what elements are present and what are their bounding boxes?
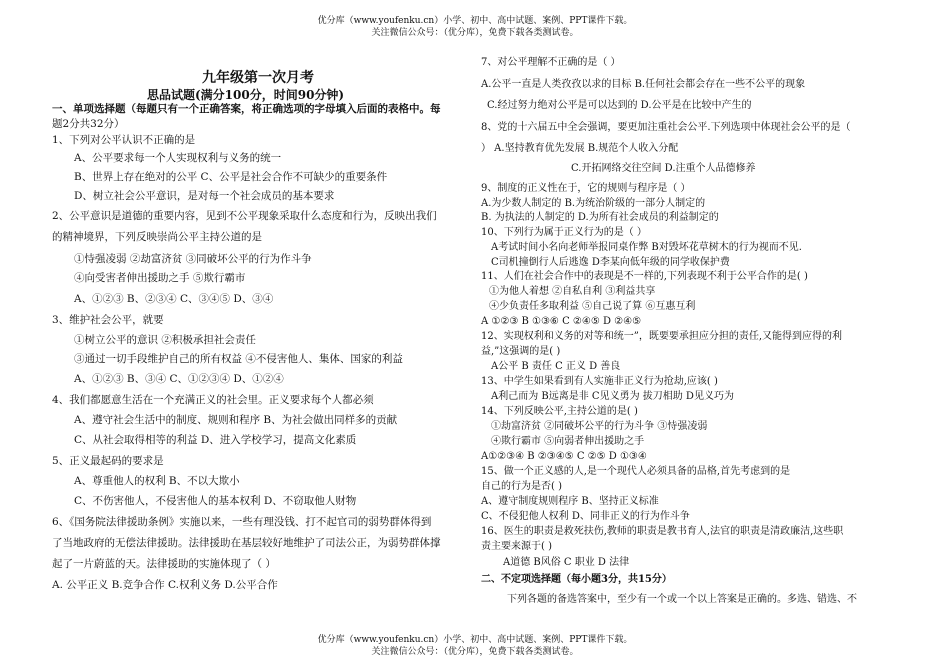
page-footer-line1: 优分库（www.youfenku.cn）小学、初中、高中试题、案例、PPT课件下载。 xyxy=(317,635,633,645)
page-header-line1: 优分库（www.youfenku.cn）小学、初中、高中试题、案例、PPT课件下载。 xyxy=(317,16,633,26)
q1-option-d: D、树立社会公平意识，是对每一个社会成员的基本要求 xyxy=(74,190,335,202)
q2-options: A、①②③ B、②③④ C、③④⑤ D、③④ xyxy=(74,293,274,305)
q13-options: A利己而为 B远离是非 C见义勇为 拔刀相助 D见义巧为 xyxy=(491,391,734,402)
q9-options-cd: B. 为执法的人制定的 D.为所有社会成员的利益制定的 xyxy=(481,212,719,223)
q15-options-cd: C、不侵犯他人权利 D、同非正义的行为作斗争 xyxy=(481,511,690,522)
q6-options: A. 公平正义 B.竞争合作 C.权利义务 D.公平合作 xyxy=(52,579,278,591)
q2-items-2: ④向受害者伸出援助之手 ⑤欺行霸市 xyxy=(74,272,246,284)
q7-options-cd: C.经过努力绝对公平是可以达到的 D.公平是在比较中产生的 xyxy=(487,100,752,111)
question-6-cont-2: 起了一片蔚蓝的天。法律援助的实施体现了（ ） xyxy=(52,558,276,570)
q14-options: A①②③④ B ②③④⑤ C ②⑤ D ①③④ xyxy=(481,451,647,462)
q3-options: A、①②③ B、③④ C、①②③④ D、①②④ xyxy=(74,373,284,385)
page-header-line2: 关注微信公众号：（优分库），免费下载各类测试卷。 xyxy=(371,28,579,38)
q7-options-ab: A.公平一直是人类孜孜以求的目标 B.任何社会都会存在一些不公平的现象 xyxy=(481,79,806,90)
q3-items-2: ③通过一切手段维护自己的所有权益 ④不侵害他人、集体、国家的利益 xyxy=(74,353,403,365)
section-1-heading-cont: 题2分共32分） xyxy=(52,118,125,130)
q2-items-1: ①恃强凌弱 ②劫富济贫 ③同破坏公平的行为作斗争 xyxy=(74,253,312,265)
q5-options-cd: C、不伤害他人，不侵害他人的基本权利 D、不窃取他人财物 xyxy=(74,495,357,507)
q4-options-cd: C、从社会取得相等的利益 D、进入学校学习，提高文化素质 xyxy=(74,434,357,446)
q1-option-a: A、公平要求每一个人实现权利与义务的统一 xyxy=(74,152,282,164)
q5-options-ab: A、尊重他人的权利 B、不以大欺小 xyxy=(74,475,240,487)
q3-items-1: ①树立公平的意识 ②积极承担社会责任 xyxy=(74,334,256,346)
exam-subtitle: 思品试题(满分100分，时间90分钟) xyxy=(147,88,345,102)
section-2-heading: 二、不定项选择题（每小题3分，共15分） xyxy=(481,574,672,585)
question-15-cont: 自己的行为是否( ) xyxy=(481,481,562,492)
question-10: 10、下列行为属于正义行为的是（ ） xyxy=(481,227,647,238)
question-3: 3、维护社会公平，就要 xyxy=(52,314,164,326)
q4-options-ab: A、遵守社会生活中的制度、规则和程序 B、为社会做出同样多的贡献 xyxy=(74,414,398,426)
question-6: 6、《国务院法律援助条例》实施以来，一些有理没钱、打不起官司的弱势群体得到 xyxy=(52,516,432,528)
page-footer-line2: 关注微信公众号：（优分库），免费下载各类测试卷。 xyxy=(371,647,579,657)
section-1-heading: 一、单项选择题（每题只有一个正确答案，将正确选项的字母填入后面的表格中。每 xyxy=(52,103,441,115)
question-9: 9、制度的正义性在于，它的规则与程序是（ ） xyxy=(481,183,691,194)
question-6-cont-1: 了当地政府的无偿法律援助。法律援助在基层较好地维护了司法公正，为弱势群体撑 xyxy=(52,537,441,549)
q8-options-cd: C.开拓网络交往空间 D.注重个人品德修养 xyxy=(571,163,756,174)
q8-options-ab: ） A.坚持教育优先发展 B.规范个人收入分配 xyxy=(481,143,679,154)
q12-options: A公平 B 责任 C 正义 D 善良 xyxy=(491,361,621,372)
q1-option-bc: B、世界上存在绝对的公平 C、公平是社会合作不可缺少的重要条件 xyxy=(74,171,388,183)
question-5: 5、正义最起码的要求是 xyxy=(52,455,164,467)
question-7: 7、对公平理解不正确的是（ ） xyxy=(481,57,621,68)
q10-options-ab: A考试时间小名向老师举报同桌作弊 B对毁坏花草树木的行为视而不见. xyxy=(491,242,802,253)
q14-items-2: ④欺行霸市 ⑤向弱者伸出援助之手 xyxy=(491,436,645,447)
q11-items-2: ④少负责任多取利益 ⑤自己说了算 ⑥互惠互利 xyxy=(489,301,696,312)
question-2: 2、公平意识是道德的重要内容，见到不公平现象采取什么态度和行为，反映出我们 xyxy=(52,210,437,222)
question-8: 8、党的十六届五中全会强调，要更加注重社会公平.下列选项中体现社会公平的是（ xyxy=(481,122,851,133)
exam-title: 九年级第一次月考 xyxy=(202,70,314,86)
q15-options-ab: A、遵守制度规则程序 B、坚持正义标准 xyxy=(481,496,659,507)
question-12: 12、实现权利和义务的对等和统一”，既要要承担应分担的责任,又能得到应得的利 xyxy=(481,331,843,342)
question-16: 16、医生的职责是救死扶伤,教师的职责是教书育人,法官的职责是清政廉洁,这些职 xyxy=(481,526,844,537)
q10-options-cd: C司机撞倒行人后逃逸 D李某向低年级的同学收保护费 xyxy=(491,257,730,268)
q9-options-ab: A.为少数人制定的 B.为统治阶级的一部分人制定的 xyxy=(481,198,706,209)
question-16-cont: 责主要来源于( ) xyxy=(481,541,552,552)
question-14: 14、下列反映公平,主持公道的是( ) xyxy=(481,406,638,417)
question-2-cont: 的精神境界，下列反映崇尚公平主持公道的是 xyxy=(52,231,262,243)
q16-options: A道德 B风俗 C 职业 D 法律 xyxy=(503,557,630,568)
q11-items-1: ①为他人着想 ②自私自利 ③利益共享 xyxy=(489,286,656,297)
q11-options: A ①②③ B ①③⑥ C ②④⑤ D ②④⑤ xyxy=(481,316,642,327)
question-13: 13、中学生如果看到有人实施非正义行为抢劫,应该( ) xyxy=(481,376,718,387)
question-15: 15、做一个正义感的人,是一个现代人必须具备的品格,首先考虑到的是 xyxy=(481,466,791,477)
question-1: 1、下列对公平认识不正确的是 xyxy=(52,134,196,146)
question-4: 4、我们都愿意生活在一个充满正义的社会里。正义要求每个人都必须 xyxy=(52,394,374,406)
question-11: 11、人们在社会合作中的表现是不一样的,下列表现不利于公平合作的是( ) xyxy=(481,271,808,282)
q14-items-1: ①劫富济贫 ②同破坏公平的行为斗争 ③恃强凌弱 xyxy=(491,421,708,432)
section-2-instructions: 下列各题的备选答案中，至少有一个或一个以上答案是正确的。多选、错选、不 xyxy=(507,594,857,605)
question-12-cont: 益,”这强调的是( ) xyxy=(481,346,561,357)
